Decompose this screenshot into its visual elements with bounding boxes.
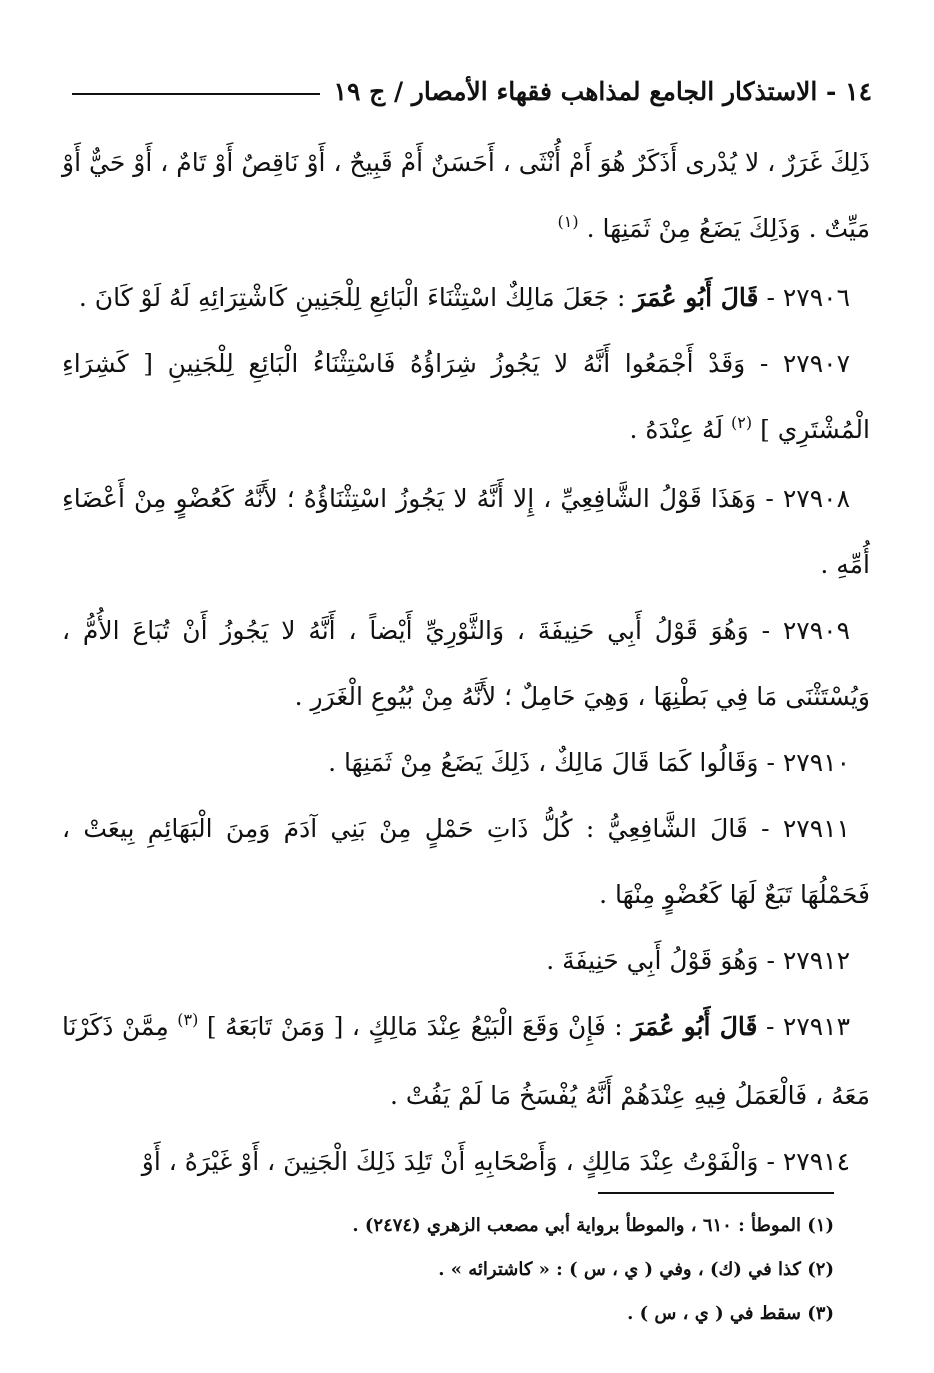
running-title: ١٤ - الاستذكار الجامع لمذاهب فقهاء الأمصار / ج ١٩ bbox=[333, 77, 872, 106]
paragraph-text: وَالْفَوْتُ عِنْدَ مَالِكٍ ، وَأَصْحَابِهِ أَنْ تَلِدَ ذَلِكَ الْجَنِينَ ، أَوْ غَيْرَهُ ، أَوْ bbox=[141, 1147, 759, 1176]
paragraph-number: ٢٧٩٠٧ - bbox=[759, 349, 850, 378]
speaker-label: قَالَ أَبُو عُمَرَ bbox=[633, 283, 759, 312]
footnote-3: (٣) سقط في ( ي ، س ) . bbox=[627, 1303, 834, 1324]
paragraph-27907 bbox=[62, 331, 870, 466]
paragraph-number: ٢٧٩١٣ - bbox=[765, 1012, 851, 1041]
paragraph-number: ٢٧٩٠٩ - bbox=[761, 616, 850, 645]
paragraph-text: وَهُوَ قَوْلُ أَبِي حَنِيفَةَ . bbox=[546, 946, 759, 975]
paragraph-text: وَقَالُوا كَمَا قَالَ مَالِكٌ ، ذَلِكَ يَضَعُ مِنْ ثَمَنِهَا . bbox=[328, 748, 759, 777]
paragraph-text: قَالَ الشَّافِعِيُّ : كُلُّ ذَاتِ حَمْلٍ مِنْ بَنِي آدَمَ وَمِنَ الْبَهَائِمِ بِيعَتْ ، فَحَمْلُهَا تَبَعٌ لَهَا كَعُضْوٍ مِنْهَا . bbox=[62, 814, 870, 909]
footnote-2: (٢) كذا في (ك) ، وفي ( ي ، س ) : « كاشترائه » . bbox=[438, 1259, 834, 1280]
footnote-ref-1: (١) bbox=[557, 212, 579, 231]
header-rule bbox=[72, 93, 320, 95]
paragraph-27906 bbox=[62, 265, 870, 331]
paragraph-number: ٢٧٩١٠ - bbox=[766, 748, 850, 777]
paragraph-continuation bbox=[62, 130, 870, 265]
paragraph-text: : جَعَلَ مَالِكٌ اسْتِثْنَاءَ الْبَائِعِ لِلْجَنِينِ كَاشْتِرَائِهِ لَهُ لَوْ كَانَ . bbox=[78, 283, 626, 312]
paragraph-text: ذَلِكَ غَرَرٌ ، لا يُدْرى أَذَكَرٌ هُوَ أَمْ أُنْثَى ، أَحَسَنٌ أَمْ قَبِيحٌ ، أَوْ نَاقِصٌ أَوْ تَامٌ ، أَوْ حَيٌّ أَوْ مَيِّتٌ . وَذَلِكَ يَضَعُ مِنْ ثَمَنِهَا . bbox=[62, 148, 870, 243]
running-header bbox=[72, 72, 872, 112]
paragraph-number: ٢٧٩١٢ - bbox=[766, 946, 850, 975]
paragraph-text-cont: لَهُ عِنْدَهُ . bbox=[629, 415, 724, 444]
paragraph-27914 bbox=[62, 1129, 870, 1195]
footnotes bbox=[74, 1204, 834, 1336]
paragraph-text: : فَإِنْ وَقَعَ الْبَيْعُ عِنْدَ مَالِكٍ ، [ وَمَنْ تَابَعَهُ ] bbox=[206, 1012, 623, 1041]
main-text bbox=[62, 130, 870, 1195]
paragraph-27912 bbox=[62, 928, 870, 994]
paragraph-27910 bbox=[62, 730, 870, 796]
paragraph-text: وَهَذَا قَوْلُ الشَّافِعِيِّ ، إِلا أَنَّهُ لا يَجُوزُ اسْتِثْنَاؤُهُ ؛ لأَنَّهُ كَعُضْوٍ مِنْ أَعْضَاءِ أُمِّهِ . bbox=[62, 484, 870, 579]
paragraph-text-cont: مِمَّنْ ذَكَرْنَا مَعَهُ ، فَالْعَمَلُ فِيهِ عِنْدَهُمْ أَنَّهُ يُفْسَخُ مَا لَمْ يَفُتْ . bbox=[62, 1012, 870, 1110]
footnote-ref-3: (٣) bbox=[177, 1010, 199, 1029]
paragraph-number: ٢٧٩٠٨ - bbox=[765, 484, 850, 513]
paragraph-text: وَهُوَ قَوْلُ أَبِي حَنِيفَةَ ، وَالثَّوْرِيِّ أَيْضاً ، أَنَّهُ لا يَجُوزُ أَنْ تُبَاعَ الأُمُّ ، وَيُسْتَثْنَى مَا فِي بَطْنِهَا ، وَهِيَ حَامِلٌ ؛ لأَنَّهُ مِنْ بُيُوعِ الْغَرَرِ . bbox=[62, 616, 870, 711]
paragraph-27913 bbox=[62, 994, 870, 1129]
paragraph-27911 bbox=[62, 796, 870, 928]
paragraph-number: ٢٧٩٠٦ - bbox=[766, 283, 850, 312]
paragraph-27909 bbox=[62, 598, 870, 730]
paragraph-number: ٢٧٩١١ - bbox=[761, 814, 850, 843]
paragraph-text: وَقَدْ أَجْمَعُوا أَنَّهُ لا يَجُوزُ شِرَاؤُهُ فَاسْتِثْنَاءُ الْبَائِعِ لِلْجَنِينِ [ كَشِرَاءِ الْمُشْتَرِي ] bbox=[62, 349, 870, 444]
footnote-separator bbox=[598, 1192, 834, 1194]
footnote-ref-2: (٢) bbox=[731, 413, 753, 432]
speaker-label: قَالَ أَبُو عُمَرَ bbox=[631, 1012, 758, 1041]
paragraph-number: ٢٧٩١٤ - bbox=[766, 1147, 850, 1176]
footnote-1: (١) الموطأ : ٦١٠ ، والموطأ برواية أبي مصعب الزهري (٢٤٧٤) . bbox=[352, 1215, 834, 1236]
paragraph-27908 bbox=[62, 466, 870, 598]
